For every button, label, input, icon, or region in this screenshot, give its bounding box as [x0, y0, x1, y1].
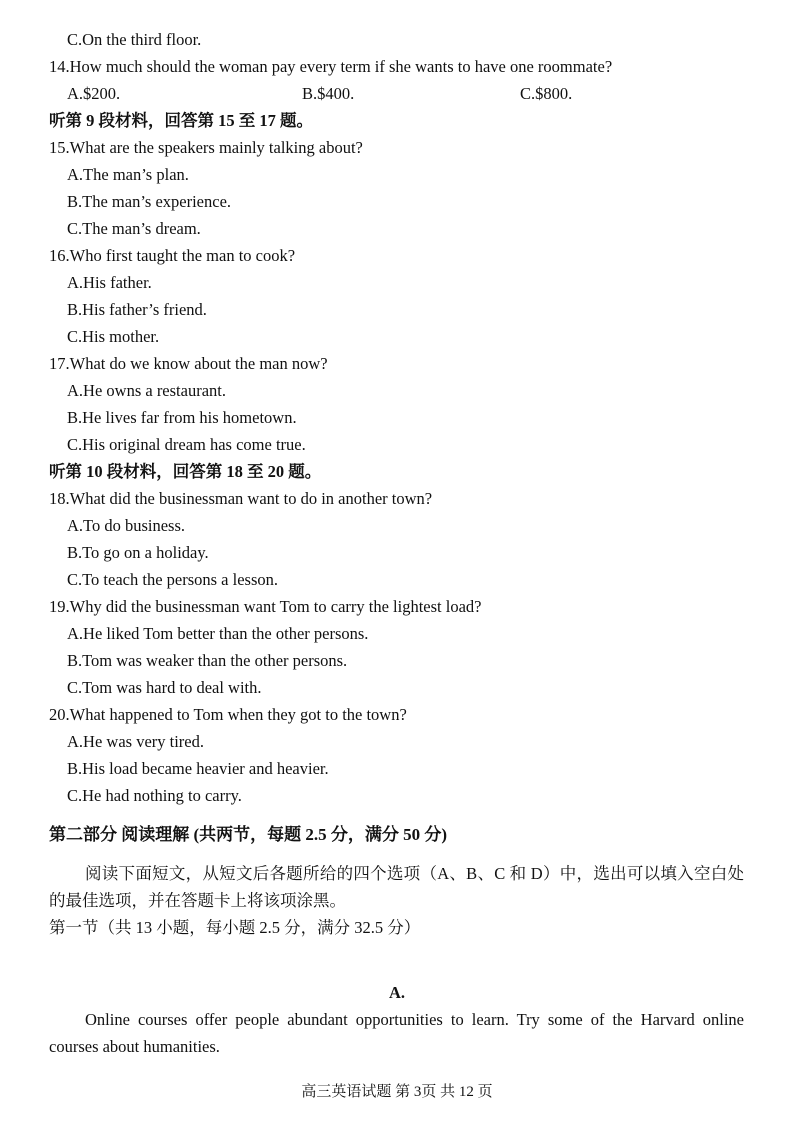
- option-18a: A.To do business.: [67, 516, 186, 535]
- listening-section-9-heading: 听第 9 段材料，回答第 15 至 17 题。: [49, 111, 313, 130]
- part-2-instructions: 阅读下面短文，从短文后各题所给的四个选项（A、B、C 和 D）中，选出可以填入空白处的最佳选项，并在答题卡上将该项涂黑。: [49, 864, 744, 910]
- option-17a: A.He owns a restaurant.: [67, 381, 226, 400]
- question-18: 18.What did the businessman want to do in another town?: [49, 489, 433, 508]
- option-15c: C.The man’s dream.: [67, 219, 201, 238]
- option-14a: A.$200.: [67, 84, 121, 103]
- option-17c: C.His original dream has come true.: [67, 435, 306, 454]
- option-16c: C.His mother.: [67, 327, 160, 346]
- option-20b: B.His load became heavier and heavier.: [67, 759, 329, 778]
- question-17: 17.What do we know about the man now?: [49, 354, 328, 373]
- option-15a: A.The man’s plan.: [67, 165, 189, 184]
- option-14b: B.$400.: [302, 84, 355, 103]
- option-19b: B.Tom was weaker than the other persons.: [67, 651, 348, 670]
- option-16a: A.His father.: [67, 273, 152, 292]
- page-footer: 高三英语试题 第 3页 共 12 页: [301, 1084, 493, 1100]
- option-18b: B.To go on a holiday.: [67, 543, 209, 562]
- option-20c: C.He had nothing to carry.: [67, 786, 242, 805]
- option-16b: B.His father’s friend.: [67, 300, 207, 319]
- question-16: 16.Who first taught the man to cook?: [49, 246, 296, 265]
- question-20: 20.What happened to Tom when they got to the town?: [49, 705, 407, 724]
- option-14c: C.$800.: [520, 84, 573, 103]
- option-17b: B.He lives far from his hometown.: [67, 408, 297, 427]
- question-19: 19.Why did the businessman want Tom to carry the lightest load?: [49, 597, 482, 616]
- question-15: 15.What are the speakers mainly talking about?: [49, 138, 363, 157]
- part-2-heading: 第二部分 阅读理解 (共两节，每题 2.5 分，满分 50 分): [49, 825, 448, 844]
- option-19c: C.Tom was hard to deal with.: [67, 678, 262, 697]
- option-20a: A.He was very tired.: [67, 732, 204, 751]
- section-1-heading: 第一节（共 13 小题，每小题 2.5 分，满分 32.5 分）: [49, 918, 421, 937]
- question-14: 14.How much should the woman pay every term if she wants to have one roommate?: [49, 57, 613, 76]
- option-13c: C.On the third floor.: [67, 30, 202, 49]
- passage-label: A.: [388, 983, 406, 1002]
- option-19a: A.He liked Tom better than the other persons.: [67, 624, 369, 643]
- listening-section-10-heading: 听第 10 段材料，回答第 18 至 20 题。: [49, 462, 322, 481]
- passage-a-intro: Online courses offer people abundant opportunities to learn. Try some of the Harvard online courses about humanities.: [49, 1010, 744, 1056]
- option-18c: C.To teach the persons a lesson.: [67, 570, 279, 589]
- option-15b: B.The man’s experience.: [67, 192, 232, 211]
